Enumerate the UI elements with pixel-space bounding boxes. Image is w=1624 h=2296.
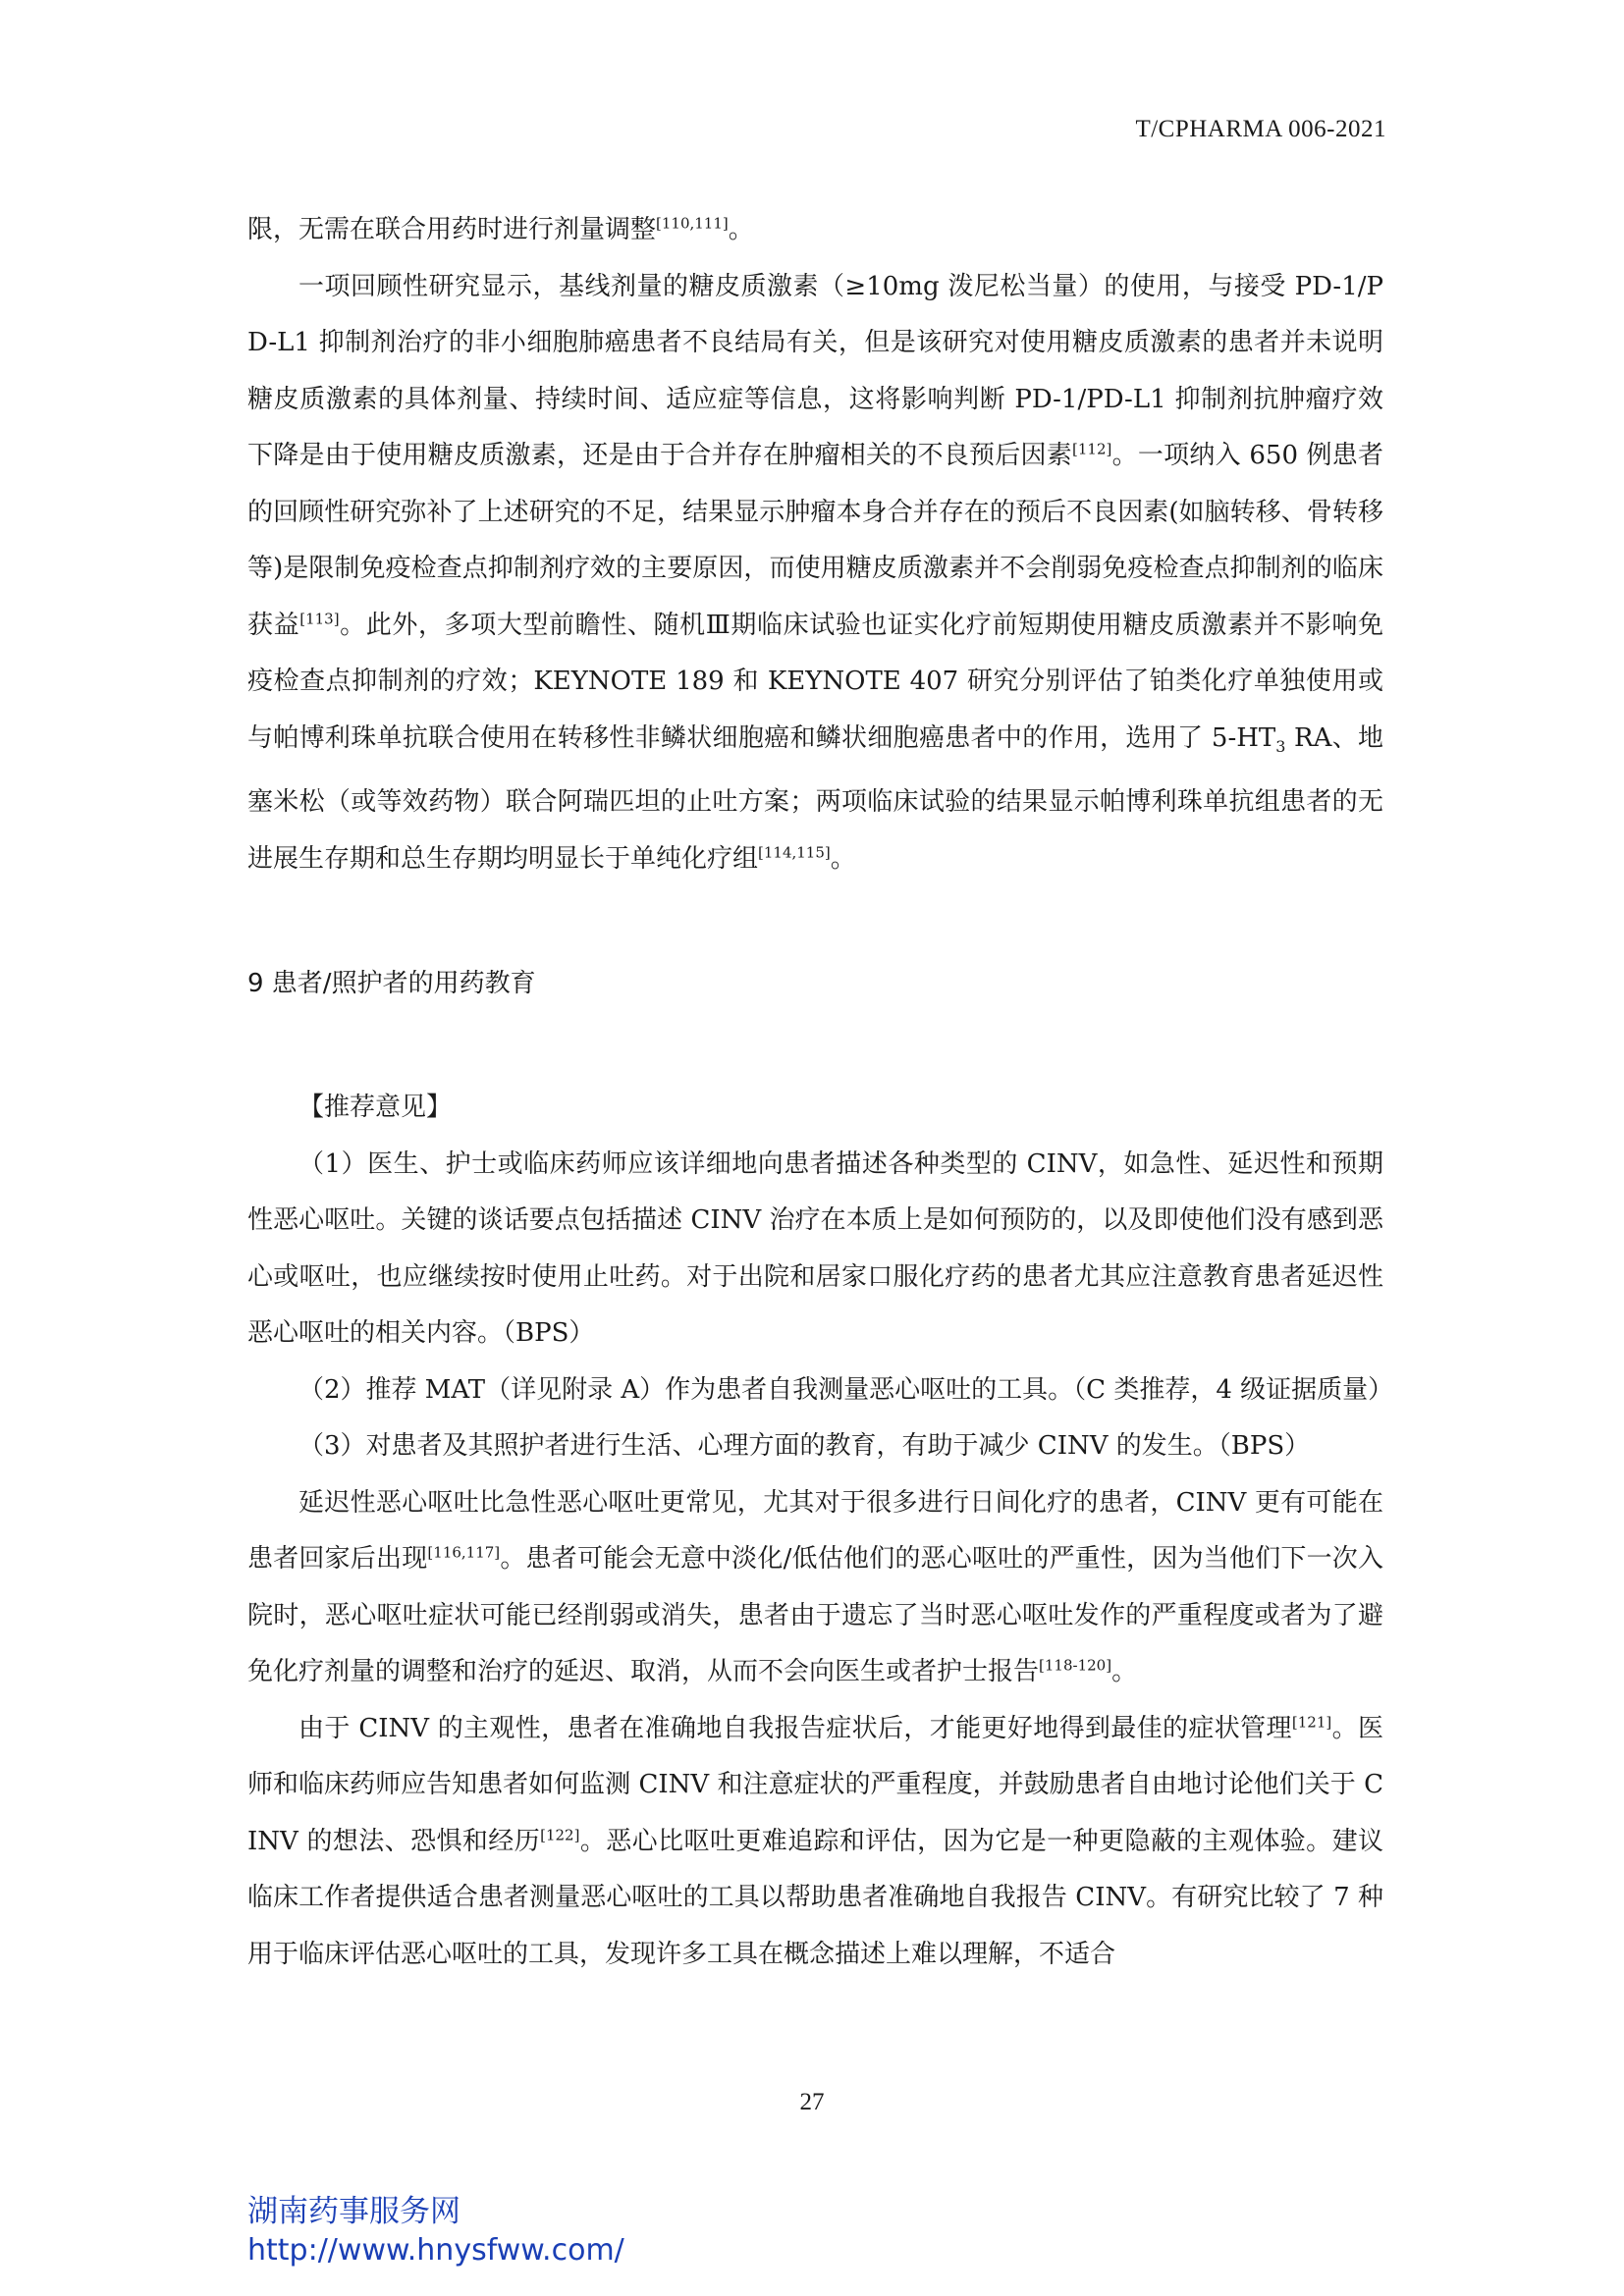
recommendation-heading: 【推荐意见】 [298, 1093, 453, 1123]
paragraph-text: 限，无需在联合用药时进行剂量调整 [247, 215, 657, 244]
citation: [114,115] [758, 843, 831, 862]
document-code-header: T/CPHARMA 006-2021 [1135, 116, 1386, 142]
citation: [112] [1072, 440, 1112, 458]
paragraph-delayed-cinv [247, 1475, 1383, 1701]
paragraph-text: 。 [1111, 1657, 1138, 1687]
citation: [110,111] [656, 214, 729, 233]
page-number: 27 [799, 2089, 825, 2115]
watermark-url[interactable]: http://www.hnysfww.com/ [247, 2233, 624, 2268]
site-watermark [247, 2192, 624, 2270]
paragraph-text: 。一项纳入 650 例患者的回顾性研究弥补了上述研究的不足，结果显示肿瘤本身合并存在的预后不良因素(如脑转移、骨转移等)是限制免疫检查点抑制剂疗效的主要原因，而使用糖皮质激素并不会削弱免疫检查点抑制剂的临床获益 [247, 441, 1383, 640]
document-body [247, 202, 1394, 1983]
paragraph-text: RA、地塞米松（或等效药物）联合阿瑞匹坦的止吐方案；两项临床试验的结果显示帕博利珠单抗组患者的无进展生存期和总生存期均明显长于单纯化疗组 [247, 722, 1384, 874]
paragraph-text: 。 [830, 843, 856, 874]
paragraph-text: 。患者可能会无意中淡化/低估他们的恶心呕吐的严重性，因为当他们下一次入院时，恶心呕吐症状可能已经削弱或消失，患者由于遗忘了当时恶心呕吐发作的严重程度或者为了避免化疗剂量的调整和治疗的延迟、取消，从而不会向医生或者护士报告 [247, 1544, 1383, 1687]
section-title: 9 患者/照护者的用药教育 [247, 969, 536, 999]
paragraph-text: 一项回顾性研究显示，基线剂量的糖皮质激素（≥10mg 泼尼松当量）的使用，与接受 PD-1/PD-L1 抑制剂治疗的非小细胞肺癌患者不良结局有关，但是该研究对使用糖皮质激素的患者并未说明糖皮质激素的具体剂量、持续时间、适应症等信息，这将影响判断 PD-1/PD-L1 抑制剂抗肿瘤疗效下降是由于使用糖皮质激素，还是由于合并存在肿瘤相关的不良预后因素 [247, 271, 1383, 470]
citation: [122] [540, 1826, 580, 1844]
paragraph-corticosteroid-study [247, 259, 1383, 888]
paragraph-continuation [247, 202, 1383, 259]
watermark-site-name: 湖南药事服务网 [247, 2194, 460, 2229]
paragraph-text: 延迟性恶心呕吐比急性恶心呕吐更常见，尤其对于很多进行日间化疗的患者，CINV 更有可能在患者回家后出现 [247, 1487, 1383, 1575]
recommendation-1: （1）医生、护士或临床药师应该详细地向患者描述各种类型的 CINV，如急性、延迟性和预期性恶心呕吐。关键的谈话要点包括描述 CINV 治疗在本质上是如何预防的，以及即使他们没有感到恶心或呕吐，也应继续按时使用止吐药。对于出院和居家口服化疗药的患者尤其应注意教育患者延迟性恶心呕吐的相关内容。（BPS） [247, 1148, 1383, 1349]
paragraph-text: 。恶心比呕吐更难追踪和评估，因为它是一种更隐蔽的主观体验。建议临床工作者提供适合患者测量恶心呕吐的工具以帮助患者准确地自我报告 CINV。有研究比较了 7 种用于临床评估恶心呕吐的工具，发现许多工具在概念描述上难以理解，不适合 [247, 1826, 1383, 1969]
paragraph-text: 。 [728, 215, 754, 244]
paragraph-text: 。医师和临床药师应告知患者如何监测 CINV 和注意症状的严重程度，并鼓励患者自由地讨论他们关于 CINV 的想法、恐惧和经历 [247, 1713, 1383, 1856]
citation: [113] [299, 609, 340, 627]
paragraph-self-report [247, 1701, 1383, 1984]
citation: [121] [1291, 1713, 1332, 1732]
citation: [118-120] [1039, 1656, 1112, 1675]
recommendation-2: （2）推荐 MAT（详见附录 A）作为患者自我测量恶心呕吐的工具。（C 类推荐，4 级证据质量） [298, 1374, 1394, 1405]
paragraph-text: 由于 CINV 的主观性，患者在准确地自我报告症状后，才能更好地得到最佳的症状管理 [298, 1713, 1292, 1743]
recommendation-3: （3）对患者及其照护者进行生活、心理方面的教育，有助于减少 CINV 的发生。（BPS） [298, 1431, 1311, 1462]
citation: [116,117] [427, 1543, 501, 1562]
subscript: 3 [1275, 736, 1286, 756]
paragraph-text: 。此外，多项大型前瞻性、随机Ⅲ期临床试验也证实化疗前短期使用糖皮质激素并不影响免疫检查点抑制剂的疗效；KEYNOTE 189 和 KEYNOTE 407 研究分别评估了铂类化疗单独使用或与帕博利珠单抗联合使用在转移性非鳞状细胞癌和鳞状细胞癌患者中的作用，选用了 5-HT [247, 610, 1383, 753]
